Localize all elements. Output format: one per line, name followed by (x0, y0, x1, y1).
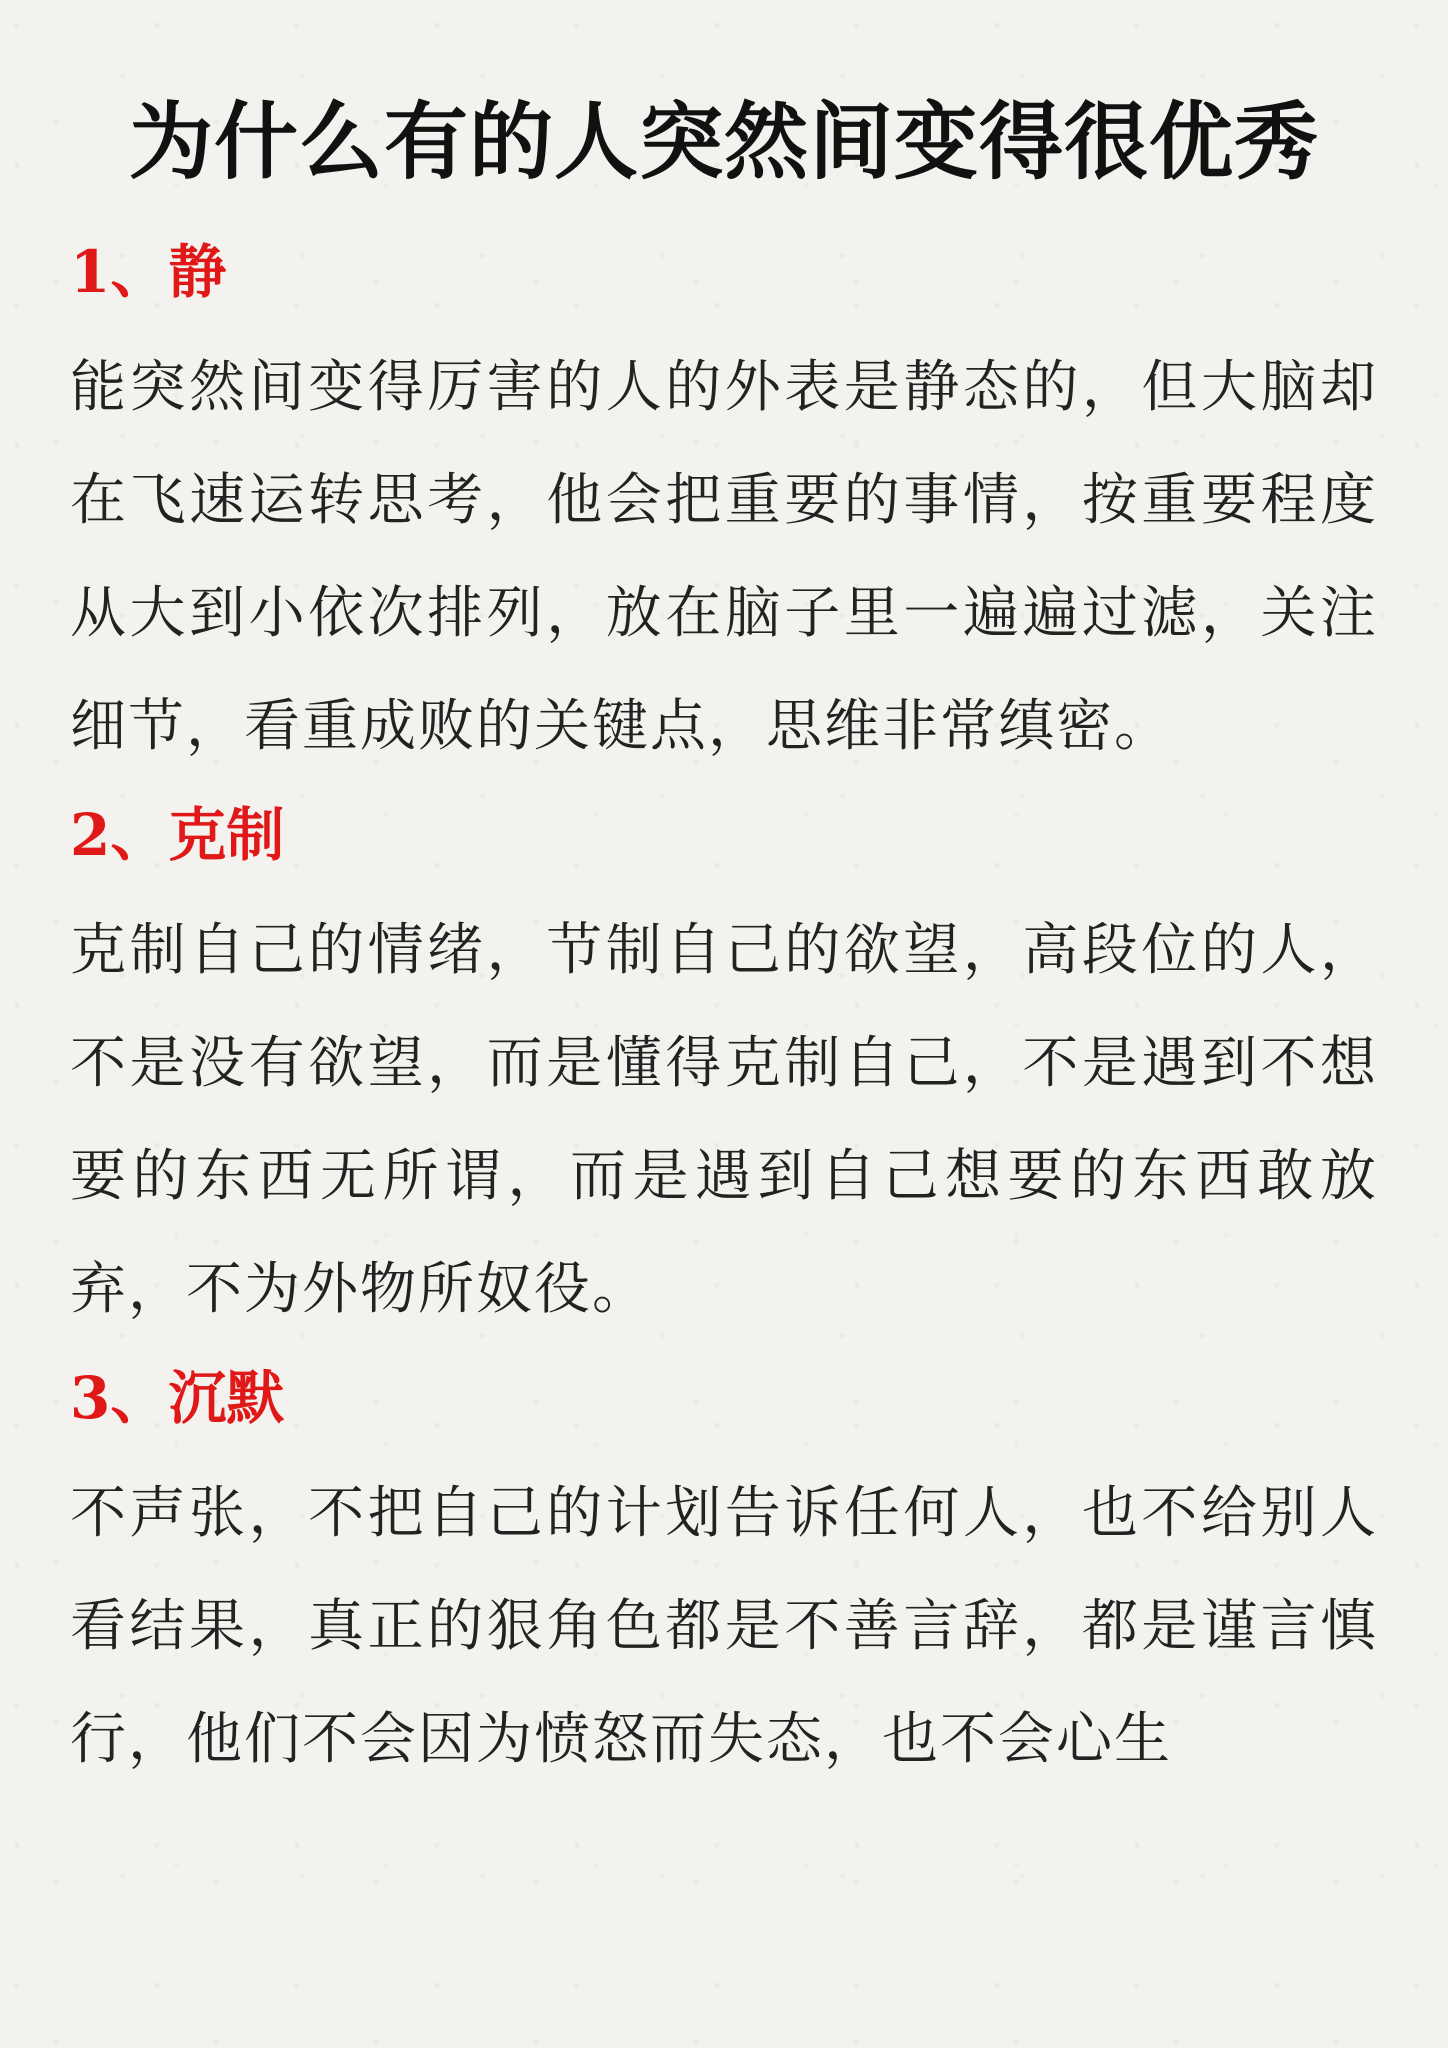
section-heading: 1、静 (70, 238, 227, 306)
section-quiet (70, 228, 1378, 783)
section-heading: 3、沉默 (70, 1364, 285, 1432)
section-heading: 2、克制 (70, 801, 285, 869)
section-body: 不声张，不把自己的计划告诉任何人，也不给别人看结果，真正的狠角色都是不善言辞，都是谨言慎行，他们不会因为愤怒而失态，也不会心生 (70, 1481, 1378, 1772)
section-body: 克制自己的情绪，节制自己的欲望，高段位的人，不是没有欲望，而是懂得克制自己，不是遇到不想要的东西无所谓，而是遇到自己想要的东西敢放弃，不为外物所奴役。 (70, 918, 1378, 1322)
section-restraint (70, 791, 1378, 1346)
article-title: 为什么有的人突然间变得很优秀 (128, 92, 1319, 191)
section-body: 能突然间变得厉害的人的外表是静态的，但大脑却在飞速运转思考，他会把重要的事情，按重要程度从大到小依次排列，放在脑子里一遍遍过滤，关注细节，看重成败的关键点，思维非常缜密。 (70, 355, 1378, 759)
section-silence (70, 1354, 1378, 1796)
